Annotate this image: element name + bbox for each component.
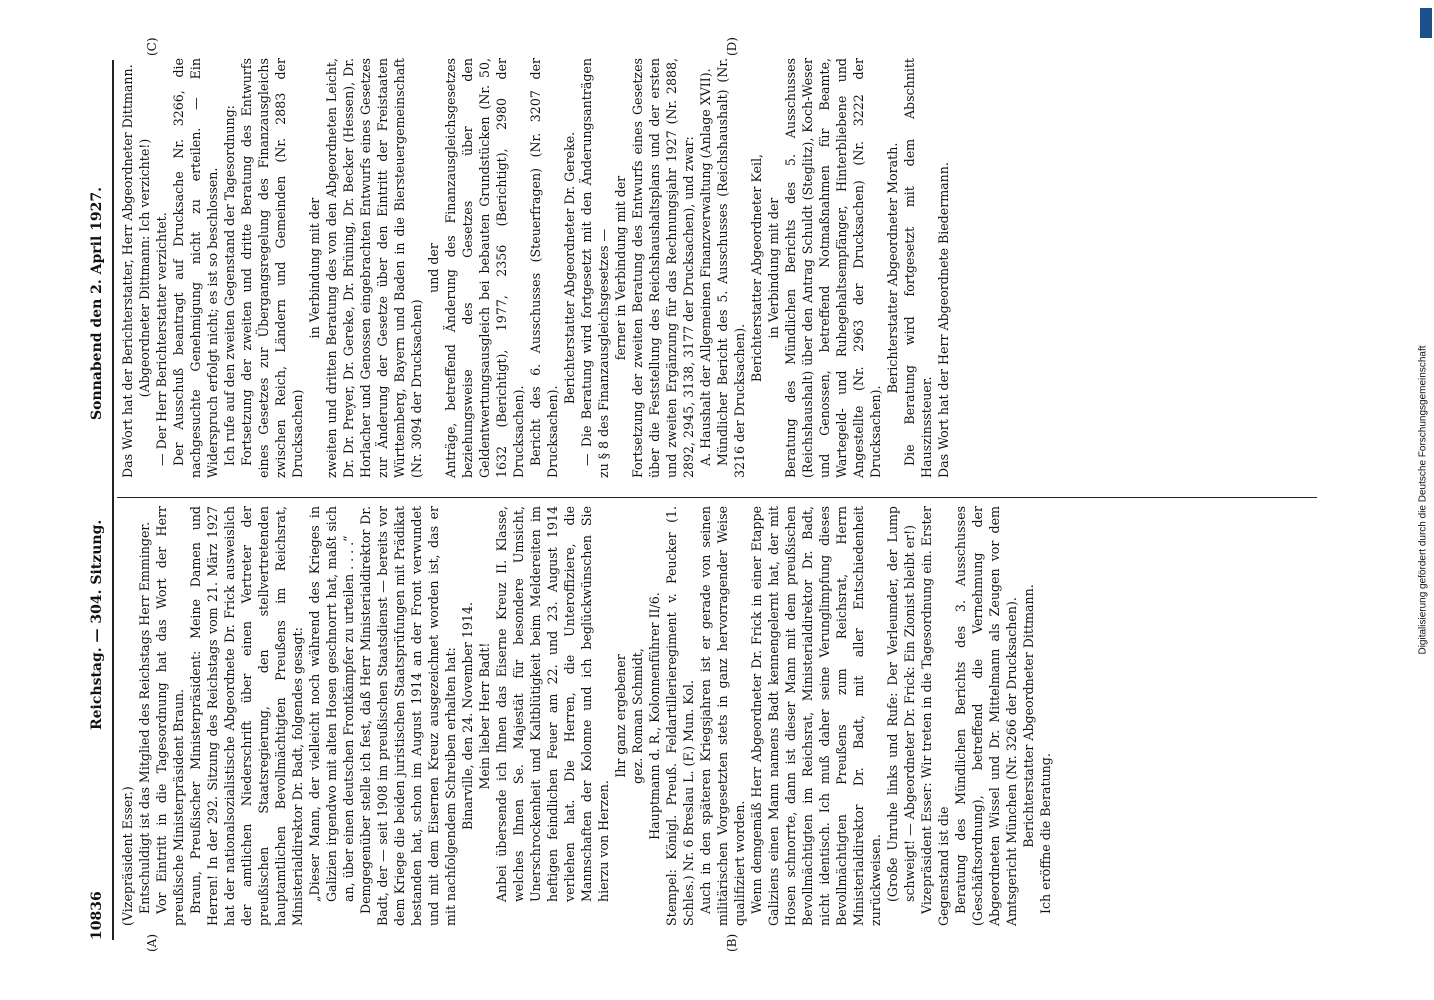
paragraph: gez. Roman Schmidt,: [630, 648, 645, 784]
paragraph: A. Haushalt der Allgemeinen Finanzverwaltung (Anlage XVII).: [698, 68, 713, 466]
paragraph: Bericht des 6. Ausschusses (Steuerfragen) (Nr. 3207 der Drucksachen).: [528, 58, 560, 478]
paragraph: Mündlicher Bericht des 5. Ausschusses (Reichshaushalt) (Nr. 3216 der Drucksachen).: [715, 58, 747, 478]
paragraph: Vizepräsident Esser: Wir treten in die Tagesordnung ein. Erster Gegenstand ist die: [919, 506, 951, 926]
paragraph: Mein lieber Herr Badt!: [477, 642, 492, 790]
header-rule: [112, 60, 114, 940]
right-text-column: [119, 58, 952, 478]
paragraph: Beratung des Mündlichen Berichts des 3. Ausschusses (Geschäftsordnung), betreffend die Vernehmung der Abgeordneten Wissel und Dr. Mittelmann als Zeugen vor dem Amtsgericht München (Nr. 3266 der Drucksachen).: [953, 506, 1019, 926]
paragraph: (Abgeordneter Dittmann: Ich verzichte!): [137, 138, 152, 398]
paragraph: Ich rufe auf den zweiten Gegenstand der Tagesordnung:: [222, 105, 237, 466]
paragraph: Binarville, den 24. November 1914.: [460, 602, 475, 830]
paragraph: Berichterstatter Abgeordneter Morath.: [885, 142, 900, 394]
paragraph: Braun, Preußischer Ministerpräsident: Meine Damen und Herren! In der 292. Sitzung des Reichstags vom 21. März 1927 hat der nationalsozialistische Abgeordnete Dr. Frick ausweislich der amtlichen Niederschrift über einen Vertreter der preußischen Staatsregierung, den stellvertretenden hauptamtlichen Bevollmächtigten Preußens im Reichsrat, Ministerialdirektor Dr. Badt, folgendes gesagt:: [188, 506, 305, 926]
margin-mark-d: (D): [725, 37, 739, 56]
paragraph: — Der Herr Berichterstatter verzichtet.: [154, 212, 169, 466]
page-header: [85, 60, 111, 940]
left-running-title: Reichstag. — 304. Sitzung.: [89, 519, 105, 730]
paragraph: — Die Beratung wird fortgesetzt mit den Änderungsanträgen zu § 8 des Finanzausgleichsgesetzes —: [579, 58, 611, 478]
column-divider: [117, 497, 1317, 498]
paragraph: (Große Unruhe links und Rufe: Der Verleumder, der Lump schweigt! — Abgeordneter Dr. Frick: Ein Zionist bleibt er!): [885, 506, 917, 902]
paragraph: Das Wort hat der Berichterstatter, Herr Abgeordneter Dittmann.: [120, 64, 135, 478]
paragraph: Ihr ganz ergebener: [613, 654, 628, 778]
paragraph: Demgegenüber stelle ich fest, daß Herr Ministerialdirektor Dr. Badt, der — seit 1908 im preußischen Staatsdienst — bereits vor dem Kriege die beiden juristischen Staatsprüfungen mit Prädikat bestanden hat, schon im August 1914 an der Front verwundet und mit dem Eisernen Kreuz ausgezeichnet worden ist, das er mit nachfolgendem Schreiben erhalten hat:: [358, 506, 458, 926]
paragraph: in Verbindung mit der: [307, 197, 322, 339]
paragraph: „Dieser Mann, der vielleicht noch während des Krieges in Galizien irgendwo mit alten Hosen geschnorrt hat, maßt sich an, über einen deutschen Frontkämpfer zu urteilen . . . .“: [307, 506, 356, 902]
paragraph: Das Wort hat der Herr Abgeordnete Biedermann.: [936, 162, 951, 478]
paragraph: Vor Eintritt in die Tagesordnung hat das Wort der Herr preußische Ministerpräsident Braun.: [154, 506, 186, 926]
paragraph: Der Ausschuß beantragt auf Drucksache Nr. 3266, die nachgesuchte Genehmigung nicht zu erteilen. — Ein Widerspruch erfolgt nicht; es ist so beschlossen.: [171, 58, 220, 478]
paragraph: Berichterstatter Abgeordneter Dr. Gereke.: [562, 131, 577, 405]
paragraph: Fortsetzung der zweiten und dritte Beratung des Entwurfs eines Gesetzes zur Übergangsregelung des Finanzausgleichs zwischen Reich, Ländern und Gemeinden (Nr. 2883 der Drucksachen): [239, 58, 305, 478]
paragraph: Wenn demgemäß Herr Abgeordneter Dr. Frick in einer Etappe Galiziens einen Mann namens Badt kennengelernt hat, der mit Hosen schnorrte, dann ist dieser Mann mit dem preußischen Bevollmächtigten im Reichsrat, Ministerialdirektor Dr. Badt, nicht identisch. Ich muß daher seine Verunglimpfung dieses Bevollmächtigten Preußens zum Reichsrat, Herrn Ministerialdirektor Dr. Badt, mit aller Entschiedenheit zurückweisen.: [749, 506, 883, 926]
margin-mark-c: (C): [145, 37, 159, 56]
paragraph: Berichterstatter Abgeordneter Keil,: [749, 153, 764, 383]
paragraph: Die Beratung wird fortgesetzt mit dem Abschnitt Hauszinssteuer.: [902, 58, 934, 478]
right-running-title: Sonnabend den 2. April 1927.: [89, 186, 105, 420]
paragraph: Entschuldigt ist das Mitglied des Reichstags Herr Emminger.: [137, 521, 152, 914]
document-page: [85, 37, 1325, 952]
paragraph: Berichterstatter Abgeordneter Dittmann.: [1021, 584, 1036, 848]
paragraph: (Vizepräsident Esser.): [120, 786, 135, 926]
watermark-strip: [1414, 10, 1432, 990]
paragraph: Hauptmann d. R., Kolonnenführer II/6.: [647, 592, 662, 840]
paragraph: in Verbindung mit der: [766, 197, 781, 339]
paragraph: Auch in den späteren Kriegsjahren ist er gerade von seinen militärischen Vorgesetzten stets in ganz hervorragender Weise qualifiziert worden.: [698, 506, 747, 926]
paragraph: Anbei übersende ich Ihnen das Eiserne Kreuz II. Klasse, welches Ihnen Se. Majestät für besondere Umsicht, Unerschrockenheit und Kaltblütigkeit beim Meldereiten im heftigen feindlichen Feuer am 22. und 23. August 1914 verliehen hat. Die Herren, die Unteroffiziere, die Mannschaften der Kolonne und ich beglückwünschen Sie hierzu von Herzen.: [494, 506, 611, 902]
paragraph: Stempel: Königl. Preuß. Feldartillerieregiment v. Peucker (1. Schles.) Nr. 6 Breslau L. (F.) Mun. Kol.: [664, 506, 696, 926]
dfg-logo: [1420, 8, 1432, 38]
margin-mark-b: (B): [725, 933, 739, 952]
margin-mark-a: (A): [145, 933, 159, 952]
paragraph: ferner in Verbindung mit der: [613, 175, 628, 361]
paragraph: Beratung des Mündlichen Berichts des 5. Ausschusses (Reichshaushalt) über den Antrag Schuldt (Steglitz), Koch-Weser und Genossen, betreffend Notmaßnahmen für Beamte, Wartegeld- und Ruhegehaltsempfänger, Hinterbliebene und Angestellte (Nr. 2963 der Drucksachen) (Nr. 3222 der Drucksachen).: [783, 58, 883, 478]
dfg-watermark-text: Digitalisierung gefördert durch die Deutsche Forschungsgemeinschaft: [1417, 345, 1429, 655]
paragraph: Ich eröffne die Beratung.: [1038, 753, 1053, 914]
paragraph: zweiten und dritten Beratung des von den Abgeordneten Leicht, Dr. Dr. Preyer, Dr. Gereke, Dr. Brüning, Dr. Becker (Hessen), Dr. Horlacher und Genossen eingebrachten Entwurfs eines Gesetzes zur Änderung der Gesetze über den Eintritt der Freistaaten Württemberg, Bayern und Baden in die Biersteuergemeinschaft (Nr. 3094 der Drucksachen): [324, 58, 424, 478]
page-number: 10836: [89, 891, 105, 940]
paragraph: Anträge, betreffend Änderung des Finanzausgleichsgesetzes beziehungsweise des Gesetzes über den Geldentwertungsausgleich bei bebauten Grundstücken (Nr. 50, 1632 (Berichtigt), 1977, 2356 (Berichtigt), 2980 der Drucksachen).: [443, 58, 526, 478]
paragraph: und der: [426, 243, 441, 293]
paragraph: Fortsetzung der zweiten Beratung des Entwurfs eines Gesetzes über die Feststellung des Reichshaushaltsplans und der ersten und zweiten Ergänzung für das Rechnungsjahr 1927 (Nr. 2888, 2892, 2945, 3138, 3177 der Drucksachen), und zwar:: [630, 58, 696, 478]
left-text-column: [119, 506, 1054, 926]
